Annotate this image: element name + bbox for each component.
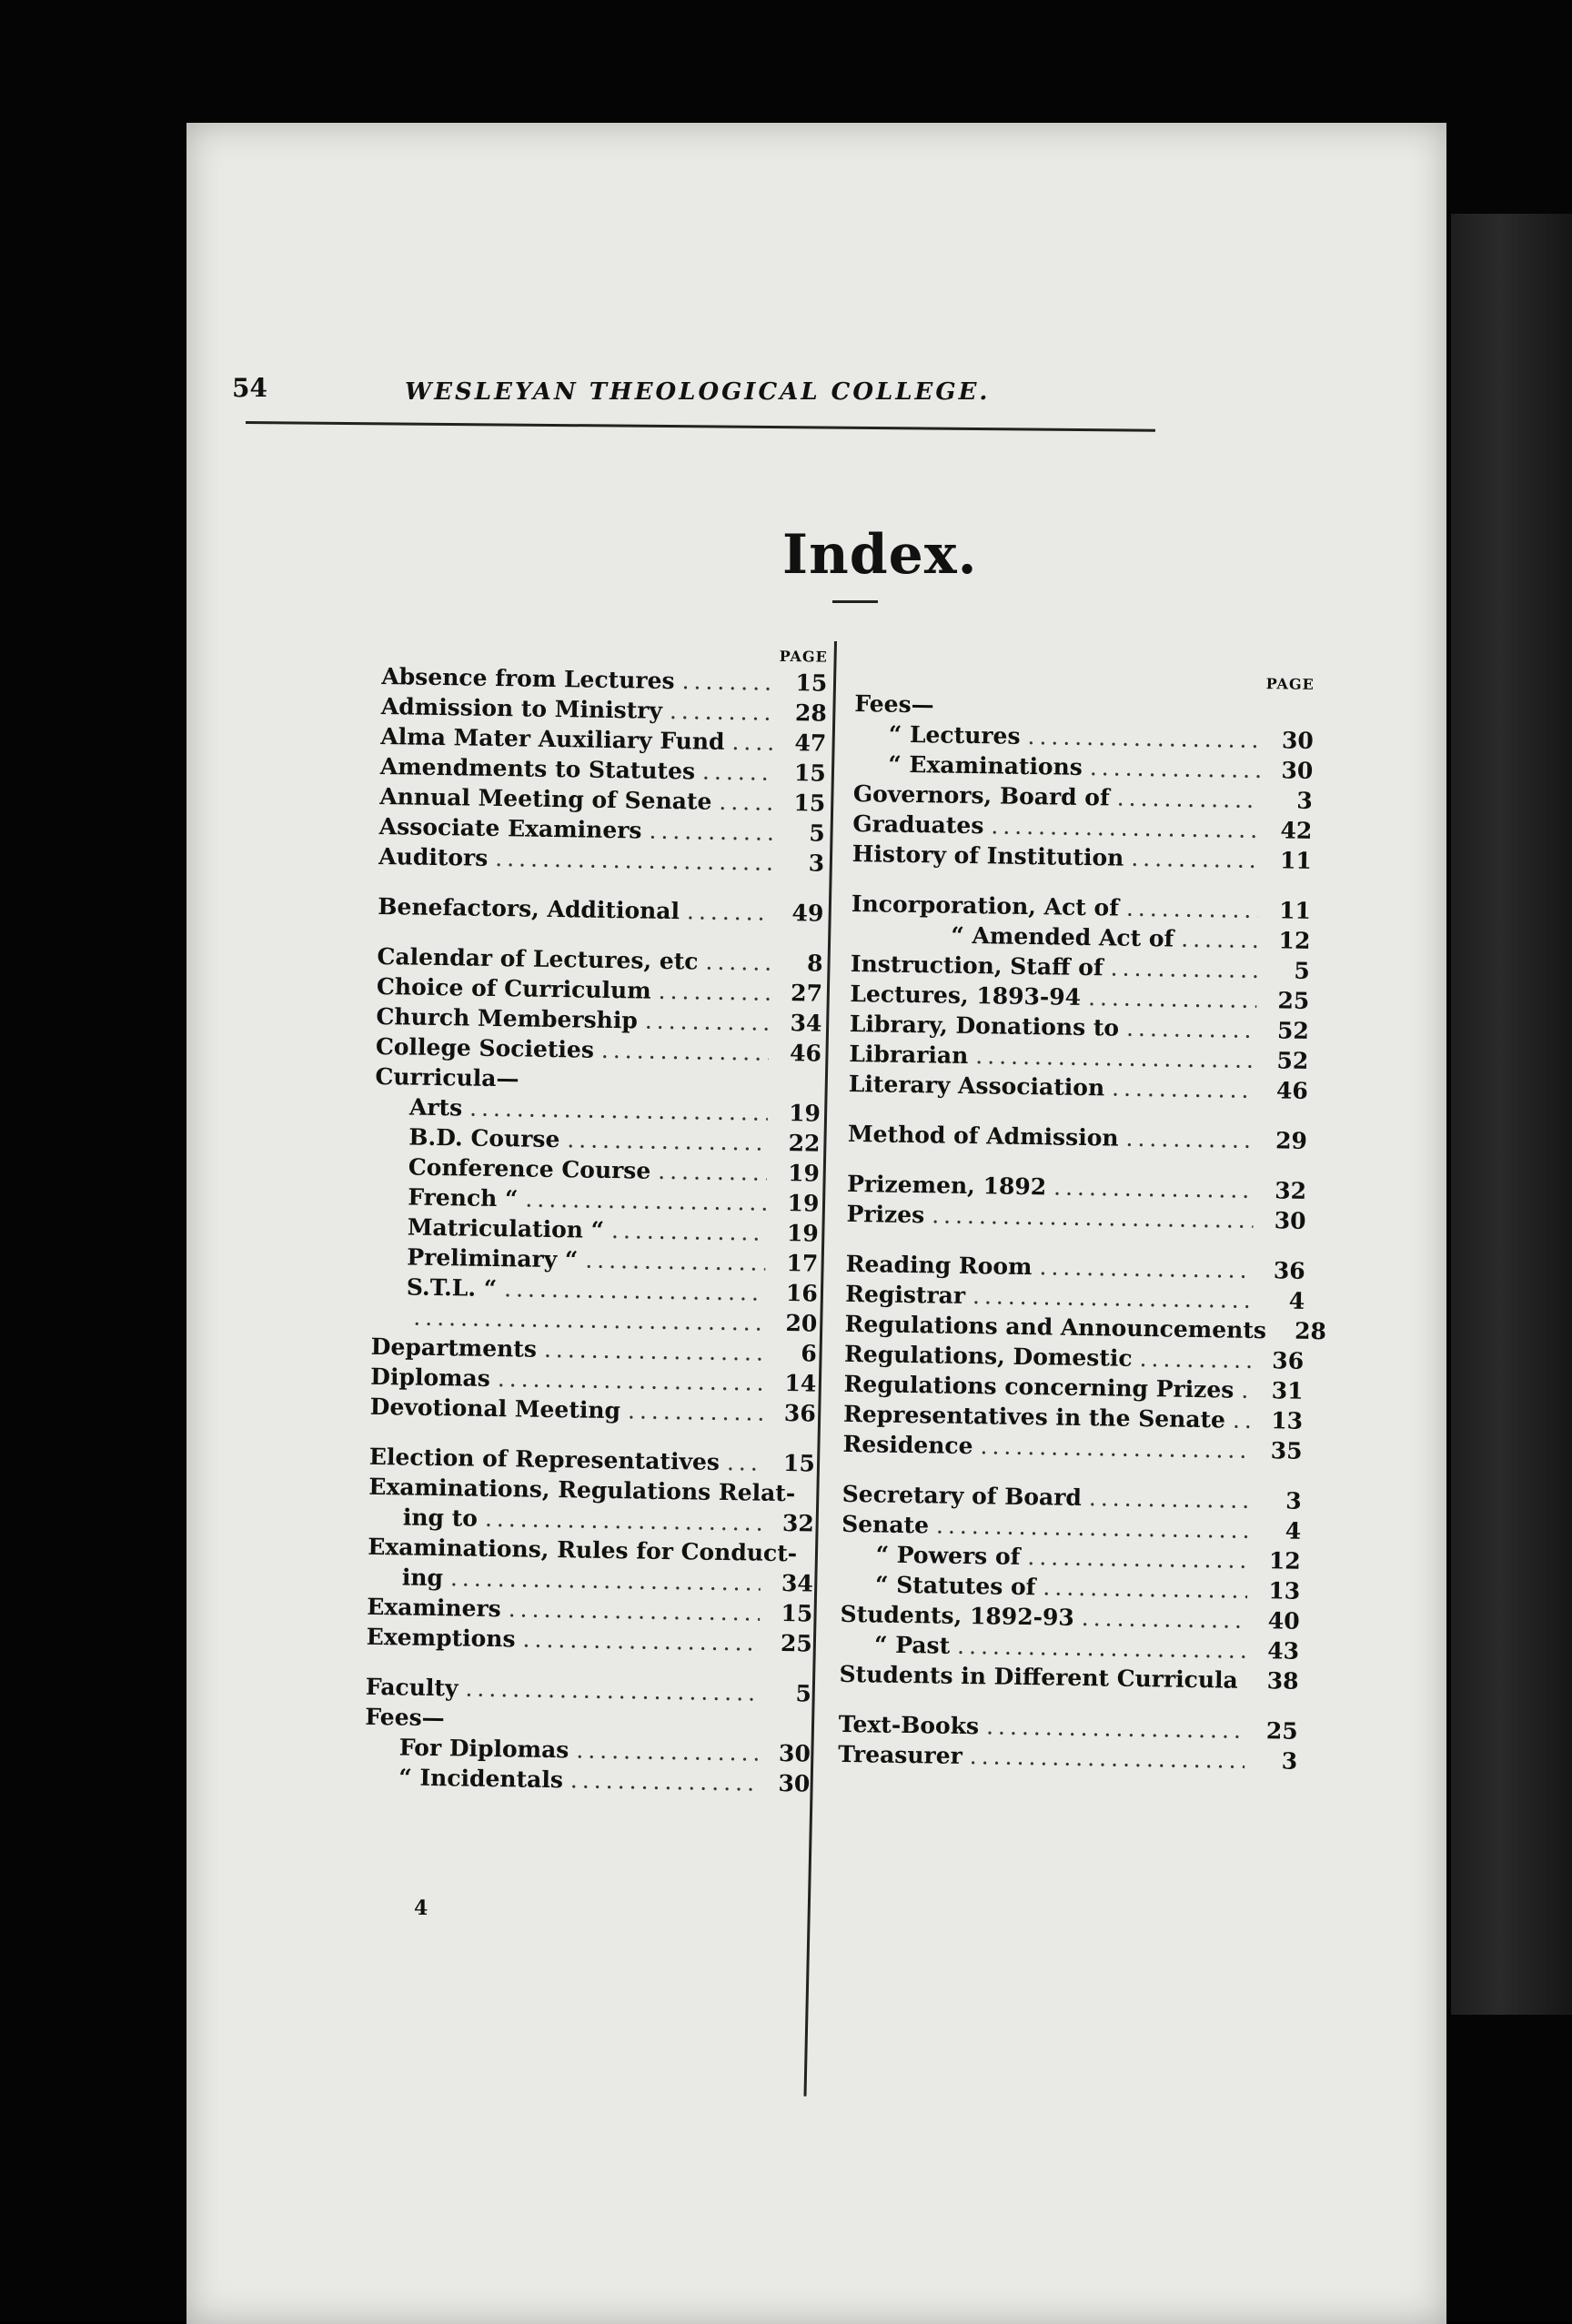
leader-dots bbox=[649, 816, 772, 848]
leader-dots bbox=[932, 1200, 1254, 1235]
entry-page: 19 bbox=[788, 1100, 821, 1127]
leader-dots bbox=[465, 1674, 759, 1708]
leader-dots bbox=[1126, 893, 1258, 925]
leader-dots bbox=[970, 1741, 1245, 1776]
entry-label: Secretary of Board bbox=[841, 1480, 1083, 1512]
entry-page: 3 bbox=[1281, 1747, 1298, 1775]
entry-page: 11 bbox=[1278, 897, 1312, 924]
leader-dots bbox=[1131, 843, 1259, 875]
entry-page: 19 bbox=[787, 1160, 821, 1187]
entry-label: Fees— bbox=[365, 1703, 445, 1732]
entry-page: 13 bbox=[1271, 1407, 1304, 1434]
entry-label: Arts bbox=[408, 1093, 463, 1122]
entry-page: 36 bbox=[783, 1400, 816, 1427]
leader-dots bbox=[687, 896, 771, 927]
entry-label: Absence from Lectures bbox=[381, 662, 675, 695]
entry-page: 46 bbox=[789, 1040, 822, 1067]
entry-label: Literary Association bbox=[848, 1070, 1105, 1102]
entry-page: 25 bbox=[1277, 987, 1310, 1014]
leader-dots bbox=[1110, 952, 1257, 985]
leader-dots bbox=[544, 1334, 764, 1368]
entry-label: Incorporation, Act of bbox=[851, 890, 1120, 921]
entry-page: 14 bbox=[784, 1370, 817, 1397]
entry-page: 15 bbox=[793, 760, 827, 787]
leader-dots bbox=[1241, 1375, 1251, 1405]
leader-dots bbox=[972, 1281, 1253, 1315]
entry-page: 42 bbox=[1280, 817, 1313, 844]
entry-page: 32 bbox=[781, 1510, 815, 1537]
entry-label: Exemptions bbox=[366, 1623, 516, 1653]
entry-page: 20 bbox=[785, 1310, 818, 1337]
index-column-right bbox=[838, 669, 1327, 1776]
leader-dots bbox=[450, 1563, 761, 1597]
entry-page: 4 bbox=[1285, 1517, 1302, 1544]
entry-page: 30 bbox=[1281, 727, 1315, 754]
entry-page: 32 bbox=[1275, 1177, 1307, 1204]
entry-page: 3 bbox=[1296, 787, 1314, 814]
leader-dots bbox=[645, 1006, 770, 1038]
index-entry bbox=[364, 1762, 810, 1799]
entry-page: 15 bbox=[793, 790, 826, 817]
entry-label: Benefactors, Additional bbox=[378, 892, 680, 925]
entry-page: 52 bbox=[1276, 1047, 1309, 1074]
leader-dots bbox=[508, 1594, 760, 1627]
entry-label: Students in Different Curricula bbox=[839, 1660, 1238, 1694]
entry-label: Church Membership bbox=[376, 1002, 639, 1034]
entry-label: Representatives in the Senate bbox=[842, 1400, 1226, 1434]
entry-label: “ Incidentals bbox=[398, 1764, 564, 1794]
page-title: Index. bbox=[782, 523, 978, 587]
entry-page: 46 bbox=[1275, 1077, 1308, 1104]
entry-page: 52 bbox=[1276, 1017, 1310, 1044]
leader-dots bbox=[658, 1156, 767, 1188]
entry-label: S.T.L. “ bbox=[406, 1273, 498, 1303]
entry-label: Faculty bbox=[365, 1673, 458, 1702]
leader-dots bbox=[1053, 1172, 1254, 1204]
leader-dots bbox=[975, 1041, 1255, 1075]
title-rule bbox=[832, 600, 878, 603]
leader-dots bbox=[601, 1035, 770, 1068]
entry-label: Reading Room bbox=[845, 1250, 1033, 1281]
entry-page: 12 bbox=[1278, 927, 1311, 954]
page-column-label: PAGE bbox=[1265, 675, 1315, 693]
entry-page: 43 bbox=[1267, 1637, 1300, 1665]
leader-dots bbox=[567, 1124, 768, 1157]
entry-label: B.D. Course bbox=[408, 1123, 560, 1153]
entry-page: 36 bbox=[1273, 1257, 1305, 1284]
leader-dots bbox=[498, 1363, 764, 1398]
entry-page: 22 bbox=[788, 1130, 821, 1157]
entry-page: 29 bbox=[1275, 1127, 1308, 1154]
leader-dots bbox=[986, 1711, 1245, 1745]
entry-label: Election of Representatives bbox=[368, 1443, 720, 1475]
entry-label: Librarian bbox=[849, 1040, 969, 1070]
entry-label: Associate Examiners bbox=[378, 812, 642, 844]
entry-label: Choice of Curriculum bbox=[376, 972, 651, 1004]
entry-label: Calendar of Lectures, etc bbox=[377, 942, 699, 975]
entry-label: Instruction, Staff of bbox=[850, 950, 1103, 981]
entry-page bbox=[775, 1091, 821, 1092]
page-number: 54 bbox=[232, 373, 267, 403]
entry-label: Amendments to Statutes bbox=[379, 752, 696, 785]
leader-dots bbox=[1088, 982, 1257, 1015]
leader-dots bbox=[658, 976, 770, 1008]
entry-page: 5 bbox=[795, 1680, 812, 1707]
entry-page: 13 bbox=[1268, 1577, 1301, 1605]
entry-label: Prizemen, 1892 bbox=[846, 1170, 1047, 1201]
entry-page: 19 bbox=[786, 1220, 820, 1247]
entry-page: 19 bbox=[787, 1190, 820, 1217]
entry-label: ing to bbox=[402, 1504, 479, 1532]
entry-label: “ Examinations bbox=[888, 750, 1083, 780]
leader-dots bbox=[628, 1395, 763, 1427]
leader-dots bbox=[670, 696, 774, 728]
entry-label: College Societies bbox=[375, 1032, 595, 1063]
running-head bbox=[232, 373, 1151, 428]
entry-label: Regulations and Announcements bbox=[844, 1310, 1267, 1344]
entry-label: Examinations, Rules for Conduct- bbox=[368, 1533, 798, 1567]
leader-dots bbox=[681, 666, 774, 698]
entry-label: Lectures, 1893-94 bbox=[850, 980, 1082, 1011]
entry-label: Matriculation “ bbox=[407, 1213, 605, 1243]
entry-label: Library, Donations to bbox=[849, 1010, 1120, 1041]
entry-page bbox=[1268, 718, 1314, 719]
entry-label: ing bbox=[401, 1564, 444, 1592]
entry-label: Regulations concerning Prizes bbox=[843, 1370, 1234, 1403]
entry-page: 31 bbox=[1271, 1377, 1304, 1404]
entry-label: Text-Books bbox=[838, 1710, 980, 1740]
entry-page: 5 bbox=[809, 820, 825, 847]
entry-page: 30 bbox=[1274, 1207, 1306, 1234]
document-page bbox=[186, 123, 1446, 2324]
entry-label: Curricula— bbox=[375, 1062, 519, 1092]
entry-page: 17 bbox=[786, 1250, 819, 1277]
entry-page: 35 bbox=[1270, 1437, 1303, 1464]
leader-dots bbox=[957, 1631, 1246, 1665]
leader-dots bbox=[991, 810, 1259, 845]
entry-page: 15 bbox=[781, 1600, 813, 1627]
entry-page: 49 bbox=[791, 900, 824, 927]
entry-page: 36 bbox=[1272, 1347, 1305, 1374]
leader-dots bbox=[611, 1215, 766, 1248]
entry-label: History of Institution bbox=[852, 840, 1124, 871]
entry-label: Treasurer bbox=[838, 1740, 963, 1769]
entry-label: Admission to Ministry bbox=[380, 692, 663, 724]
entry-label: “ Statutes of bbox=[874, 1571, 1036, 1601]
entry-page: 4 bbox=[1288, 1287, 1305, 1314]
entry-label: Devotional Meeting bbox=[369, 1393, 621, 1424]
entry-label: Examinations, Regulations Relat- bbox=[368, 1473, 796, 1507]
leader-dots bbox=[495, 843, 771, 878]
leader-dots bbox=[1043, 1572, 1247, 1605]
entry-label: Prizes bbox=[846, 1200, 925, 1229]
entry-page: 30 bbox=[1281, 757, 1314, 784]
entry-page: 47 bbox=[794, 729, 827, 757]
leader-dots bbox=[1274, 1315, 1275, 1345]
leader-dots bbox=[1112, 1072, 1255, 1104]
entry-label: Alma Mater Auxiliary Fund bbox=[380, 722, 725, 755]
index-entry bbox=[838, 1739, 1297, 1776]
entry-page: 28 bbox=[794, 699, 828, 727]
entry-page: 15 bbox=[782, 1450, 816, 1477]
leader-dots bbox=[702, 757, 773, 788]
entry-page: 11 bbox=[1279, 847, 1312, 874]
running-title: WESLEYAN THEOLOGICAL COLLEGE. bbox=[405, 378, 991, 406]
entry-label: “ Amended Act of bbox=[951, 921, 1174, 952]
entry-label: Residence bbox=[842, 1430, 973, 1460]
entry-label: Governors, Board of bbox=[852, 780, 1110, 811]
entry-label: “ Past bbox=[873, 1631, 951, 1659]
leader-dots bbox=[1233, 1405, 1251, 1435]
entry-label: French “ bbox=[408, 1183, 519, 1212]
entry-page: 34 bbox=[790, 1010, 822, 1037]
entry-label: For Diplomas bbox=[398, 1734, 569, 1764]
leader-dots bbox=[570, 1765, 758, 1797]
entry-page: 6 bbox=[801, 1340, 817, 1367]
leader-dots bbox=[522, 1625, 760, 1658]
entry-page: 38 bbox=[1266, 1667, 1299, 1695]
leader-dots bbox=[731, 727, 773, 758]
entry-label: Students, 1892-93 bbox=[840, 1600, 1074, 1631]
page-column-label: PAGE bbox=[779, 647, 828, 666]
leader-dots bbox=[576, 1735, 758, 1768]
signature-mark: 4 bbox=[414, 1896, 428, 1920]
leader-dots bbox=[1139, 1343, 1251, 1375]
leader-dots bbox=[1181, 924, 1258, 955]
entry-page: 3 bbox=[1285, 1487, 1302, 1514]
entry-label: Annual Meeting of Senate bbox=[379, 782, 712, 815]
leader-dots bbox=[1089, 1483, 1249, 1515]
leader-dots bbox=[585, 1245, 766, 1278]
leader-dots bbox=[719, 787, 772, 818]
book-edge bbox=[1451, 214, 1572, 2015]
entry-label: “ Lectures bbox=[888, 720, 1021, 750]
leader-dots bbox=[469, 1093, 768, 1128]
entry-page: 8 bbox=[806, 950, 823, 977]
entry-label: “ Powers of bbox=[875, 1541, 1021, 1570]
leader-dots bbox=[1082, 1603, 1247, 1635]
entry-page: 25 bbox=[1265, 1717, 1298, 1745]
entry-label: Fees— bbox=[854, 689, 934, 719]
leader-dots bbox=[1116, 783, 1260, 815]
entry-label: Senate bbox=[841, 1510, 930, 1539]
leader-dots bbox=[504, 1273, 765, 1307]
entry-label: Method of Admission bbox=[847, 1120, 1119, 1152]
entry-page: 27 bbox=[790, 980, 823, 1007]
leader-dots bbox=[936, 1511, 1249, 1545]
entry-label: Graduates bbox=[852, 810, 984, 840]
entry-page: 28 bbox=[1294, 1317, 1327, 1345]
leader-dots bbox=[727, 1447, 762, 1478]
leader-dots bbox=[1027, 721, 1261, 755]
leader-dots bbox=[1244, 1665, 1245, 1695]
entry-label bbox=[371, 1324, 406, 1325]
leader-dots bbox=[1090, 752, 1261, 785]
entry-label: Auditors bbox=[378, 842, 489, 871]
entry-page: 30 bbox=[778, 1740, 811, 1767]
entry-label: Conference Course bbox=[408, 1153, 651, 1184]
leader-dots bbox=[1027, 1542, 1248, 1575]
entry-page: 5 bbox=[1294, 957, 1311, 984]
entry-page: 15 bbox=[795, 669, 828, 697]
entry-page bbox=[765, 1731, 811, 1732]
leader-dots bbox=[525, 1184, 766, 1218]
entry-page: 40 bbox=[1267, 1607, 1300, 1635]
entry-label: Preliminary “ bbox=[407, 1243, 579, 1273]
entry-label: Registrar bbox=[844, 1280, 966, 1309]
index-column-left bbox=[364, 641, 828, 1799]
leader-dots bbox=[1126, 1013, 1256, 1045]
entry-page: 30 bbox=[778, 1769, 811, 1797]
entry-page: 16 bbox=[785, 1280, 819, 1307]
leader-dots bbox=[485, 1504, 761, 1538]
entry-page: 25 bbox=[780, 1630, 812, 1657]
leader-dots bbox=[705, 947, 770, 978]
entry-label: Regulations, Domestic bbox=[843, 1340, 1133, 1372]
leader-dots bbox=[980, 1431, 1250, 1465]
entry-label: Departments bbox=[370, 1333, 538, 1363]
entry-page: 3 bbox=[808, 850, 825, 877]
entry-page: 34 bbox=[781, 1570, 814, 1597]
leader-dots bbox=[1125, 1123, 1255, 1155]
entry-page: 12 bbox=[1268, 1547, 1301, 1574]
entry-label: Examiners bbox=[367, 1593, 501, 1623]
entry-label: Diplomas bbox=[370, 1363, 491, 1392]
entry-page bbox=[797, 1561, 842, 1562]
leader-dots bbox=[1039, 1252, 1253, 1285]
